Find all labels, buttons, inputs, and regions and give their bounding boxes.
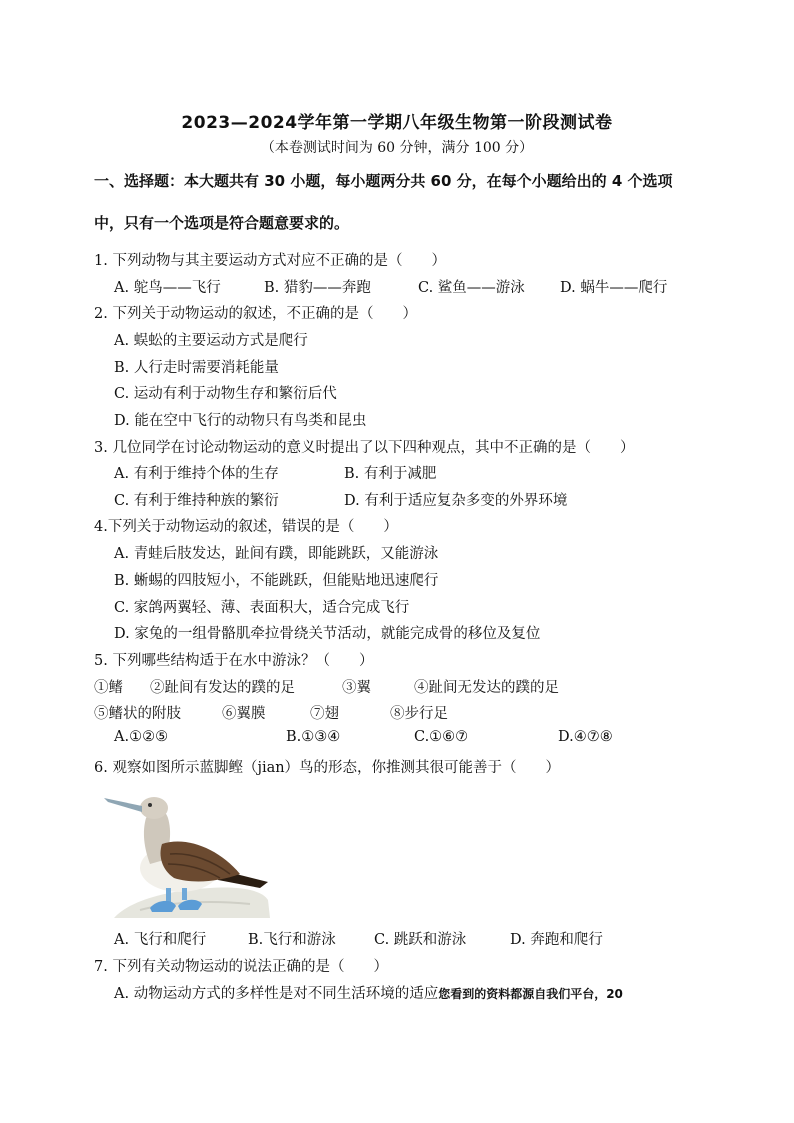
blue-footed-booby-image: [100, 778, 272, 918]
leg-shape: [166, 888, 171, 902]
question-5-item-3: ③翼: [342, 680, 371, 696]
question-2-stem: 2. 下列关于动物运动的叙述，不正确的是（ ）: [94, 306, 417, 322]
exam-title: 2023—2024学年第一学期八年级生物第一阶段测试卷: [181, 113, 613, 133]
question-7-stem: 7. 下列有关动物运动的说法正确的是（ ）: [94, 959, 388, 975]
question-2-option-d: D. 能在空中飞行的动物只有鸟类和昆虫: [114, 413, 367, 429]
question-6-option-d: D. 奔跑和爬行: [510, 932, 603, 948]
question-4-stem: 4.下列关于动物运动的叙述，错误的是（ ）: [94, 519, 398, 535]
question-3-option-a: A. 有利于维持个体的生存: [114, 466, 279, 482]
question-5-item-1: ①鳍: [94, 680, 123, 696]
head-shape: [140, 797, 168, 819]
eye-shape: [148, 803, 152, 807]
section-instruction-line1: 一、选择题：本大题共有 30 小题，每小题两分共 60 分，在每个小题给出的 4 个选项: [94, 172, 673, 190]
question-5-item-6: ⑥翼膜: [222, 706, 266, 722]
question-1-option-d: D. 蜗牛——爬行: [560, 280, 668, 296]
question-4-option-d: D. 家兔的一组骨骼肌牵拉骨绕关节活动，就能完成骨的移位及复位: [114, 626, 541, 642]
question-5-item-5: ⑤鳍状的附肢: [94, 706, 181, 722]
question-6-option-c: C. 跳跃和游泳: [374, 932, 467, 948]
question-3-option-b: B. 有利于减肥: [344, 466, 437, 482]
question-2-option-c: C. 运动有利于动物生存和繁衍后代: [114, 386, 337, 402]
question-1-option-c: C. 鲨鱼——游泳: [418, 280, 525, 296]
wing-shape: [161, 842, 241, 882]
question-1-option-b: B. 猎豹——奔跑: [264, 280, 371, 296]
leg-shape: [182, 888, 187, 900]
question-3-option-d: D. 有利于适应复杂多变的外界环境: [344, 493, 568, 509]
question-2-option-a: A. 蜈蚣的主要运动方式是爬行: [114, 333, 308, 349]
question-4-option-b: B. 蜥蜴的四肢短小，不能跳跃，但能贴地迅速爬行: [114, 573, 439, 589]
question-1-option-a: A. 鸵鸟——飞行: [114, 280, 221, 296]
question-7-option-a: [114, 982, 623, 1003]
question-6-stem: 6. 观察如图所示蓝脚鲣（jian）鸟的形态，你推测其很可能善于（ ）: [94, 760, 561, 776]
question-3-stem: 3. 几位同学在讨论动物运动的意义时提出了以下四种观点，其中不正确的是（ ）: [94, 440, 635, 456]
question-6-option-a: A. 飞行和爬行: [114, 932, 207, 948]
question-4-option-c: C. 家鸽两翼轻、薄、表面积大，适合完成飞行: [114, 600, 410, 616]
exam-subtitle: （本卷测试时间为 60 分钟，满分 100 分）: [260, 140, 534, 156]
question-2-option-b: B. 人行走时需要消耗能量: [114, 360, 279, 376]
question-5-option-c: C.①⑥⑦: [414, 729, 469, 745]
question-5-item-2: ②趾间有发达的蹼的足: [150, 680, 295, 696]
question-5-stem: 5. 下列哪些结构适于在水中游泳？（ ）: [94, 653, 374, 669]
question-6-option-b: B.飞行和游泳: [248, 932, 336, 948]
question-7-option-a-text: A. 动物运动方式的多样性是对不同生活环境的适应: [114, 986, 439, 1002]
question-5-option-d: D.④⑦⑧: [558, 729, 613, 745]
question-5-option-a: A.①②⑤: [114, 729, 169, 745]
question-1-stem: 1. 下列动物与其主要运动方式对应不正确的是（ ）: [94, 253, 446, 269]
question-5-item-8: ⑧步行足: [390, 706, 448, 722]
question-5-item-7: ⑦翅: [310, 706, 339, 722]
section-instruction-line2: 中，只有一个选项是符合题意要求的。: [94, 214, 350, 232]
question-4-option-a: A. 青蛙后肢发达，趾间有蹼，即能跳跃，又能游泳: [114, 546, 439, 562]
beak-shape: [104, 798, 142, 812]
watermark-note: 您看到的资料都源自我们平台，20: [438, 987, 623, 1001]
question-5-option-b: B.①③④: [286, 729, 341, 745]
question-3-option-c: C. 有利于维持种族的繁衍: [114, 493, 279, 509]
question-5-item-4: ④趾间无发达的蹼的足: [414, 680, 559, 696]
